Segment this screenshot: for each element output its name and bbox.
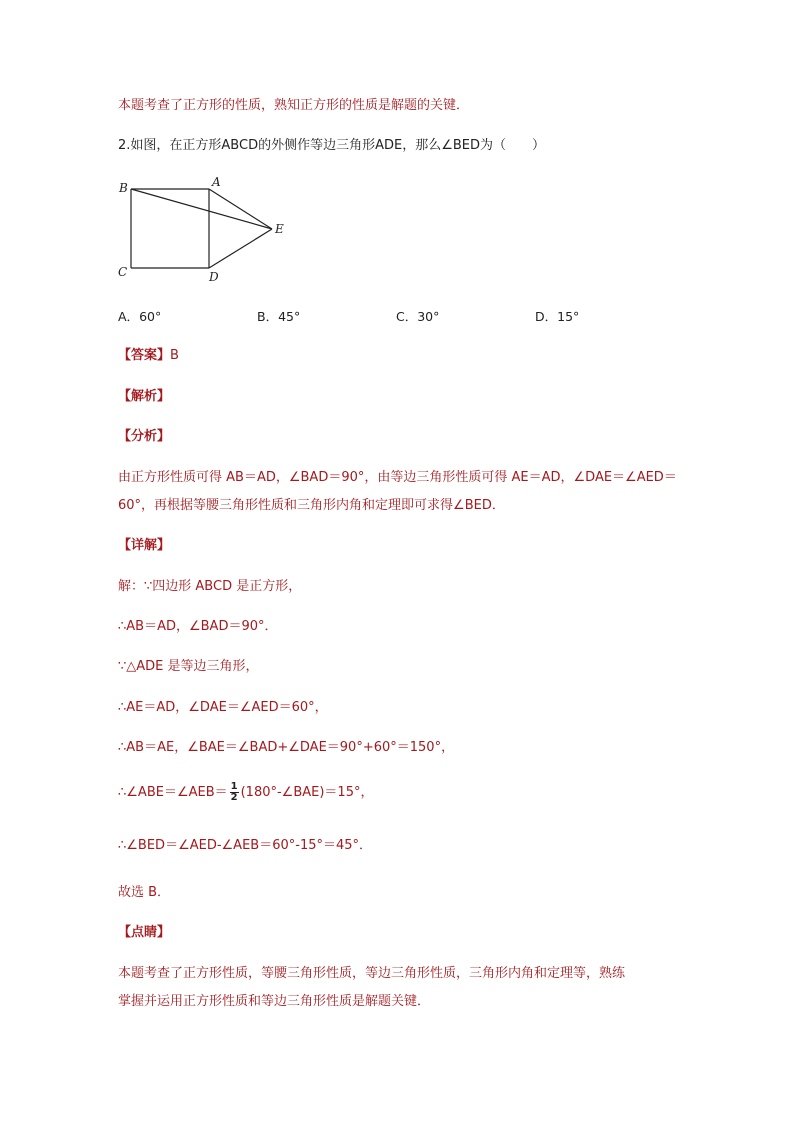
label-C: C	[118, 265, 128, 279]
fenxi-line-1: 由正方形性质可得 AB＝AD，∠BAD＝90°，由等边三角形性质可得 AE＝AD，∠DAE＝∠AED＝	[118, 470, 677, 485]
dianjing-line-2: 掌握并运用正方形性质和等边三角形性质是解题关键．	[118, 994, 431, 1009]
label-B: B	[119, 181, 128, 195]
option-b[interactable]: B．45°	[257, 309, 301, 324]
fenxi-heading: 【分析】	[118, 429, 171, 444]
option-c[interactable]: C．30°	[396, 309, 440, 324]
edge-AE	[209, 189, 272, 229]
fraction-one-half	[230, 782, 239, 803]
conclusion-line: 故选 B．	[118, 885, 171, 900]
label-A: A	[212, 175, 221, 189]
intro-line: 本题考查了正方形的性质，熟知正方形的性质是解题的关键．	[118, 98, 470, 113]
answer-label: 【答案】	[118, 348, 171, 363]
fenxi-line-2: 60°，再根据等腰三角形性质和三角形内角和定理即可求得∠BED．	[118, 498, 505, 513]
fraction-numerator: 1	[230, 781, 238, 792]
fraction-denominator: 2	[230, 792, 238, 803]
option-d[interactable]: D．15°	[535, 309, 580, 324]
question-line	[118, 137, 545, 155]
label-E: E	[275, 222, 284, 236]
question-text: 如图，在正方形ABCD的外侧作等边三角形ADE，那么∠BED为（ ）	[130, 138, 545, 153]
option-a[interactable]: A．60°	[118, 309, 162, 324]
xiangjie-step-3: ∵△ADE 是等边三角形，	[118, 659, 259, 674]
xiangjie-heading: 【详解】	[118, 538, 171, 553]
answer-value: B	[170, 348, 179, 363]
xiangjie-step-1: 解：∵四边形 ABCD 是正方形，	[118, 579, 302, 594]
answer-line	[118, 347, 179, 365]
dianjing-line-1: 本题考查了正方形性质，等腰三角形性质，等边三角形性质，三角形内角和定理等，熟练	[118, 966, 626, 981]
xiangjie-step-6	[118, 782, 373, 803]
xiangjie-step-4: ∴AE＝AD，∠DAE＝∠AED＝60°，	[118, 700, 328, 715]
xiangjie-step-2: ∴AB＝AD，∠BAD＝90°．	[118, 619, 278, 634]
jiexi-heading: 【解析】	[118, 389, 171, 404]
question-number: 2.	[118, 138, 131, 153]
step6-pre: ∴∠ABE＝∠AEB＝	[118, 785, 228, 800]
edge-BE	[131, 189, 272, 229]
edge-DE	[209, 229, 272, 268]
dianjing-heading: 【点睛】	[118, 925, 171, 940]
xiangjie-step-7: ∴∠BED＝∠AED-∠AEB＝60°-15°＝45°．	[118, 838, 373, 853]
label-D: D	[209, 270, 219, 284]
step6-post: (180°-∠BAE)＝15°，	[240, 785, 374, 800]
xiangjie-step-5: ∴AB＝AE，∠BAE＝∠BAD+∠DAE＝90°+60°＝150°，	[118, 740, 455, 755]
